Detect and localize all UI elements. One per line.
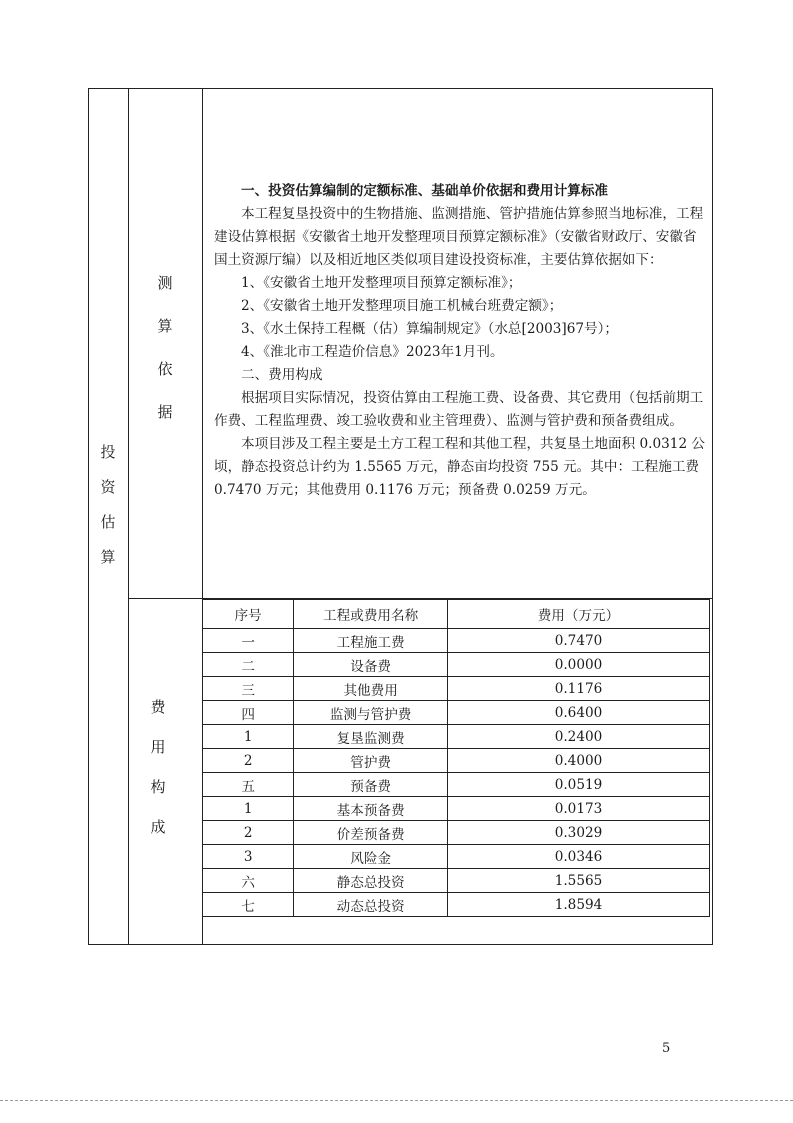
row-name: 价差预备费 [294,821,448,845]
row-cost: 0.0173 [447,797,709,821]
row-index: 三 [203,677,294,701]
row-cost: 0.0519 [447,773,709,797]
row-index: 3 [203,845,294,869]
table-row [203,677,710,701]
cost-label-char: 用 [150,738,166,756]
row-index: 七 [203,893,294,917]
row-index: 1 [203,797,294,821]
basis-label-char: 算 [157,317,173,335]
outer-label-char: 估 [100,513,116,531]
row-cost: 1.5565 [447,869,709,893]
row-index: 1 [203,725,294,749]
basis-list-item: 1、《安徽省土地开发整理项目预算定额标准》； [241,275,522,291]
table-header-row [203,600,710,629]
row-cost: 0.6400 [447,701,709,725]
row-index: 2 [203,821,294,845]
row-name: 动态总投资 [294,893,448,917]
row-name: 其他费用 [294,677,448,701]
table-row [203,653,710,677]
row-index: 一 [203,629,294,653]
row-cost: 0.4000 [447,749,709,773]
basis-text [214,180,708,502]
row-name: 工程施工费 [294,629,448,653]
table-row [203,701,710,725]
row-cost: 0.0346 [447,845,709,869]
row-name: 基本预备费 [294,797,448,821]
page-number: 5 [662,1041,671,1056]
cost-table [202,599,710,917]
cost-composition-paragraph: 根据项目实际情况，投资估算由工程施工费、设备费、其它费用（包括前期工作费、工程监理费、竣工验收费和业主管理费）、监测与管护费和预备费组成。 [214,390,704,429]
basis-list-item: 2、《安徽省土地开发整理项目施工机械台班费定额》； [241,298,563,314]
header-item-name: 工程或费用名称 [294,600,448,629]
cost-label-char: 费 [150,698,166,716]
row-name: 预备费 [294,773,448,797]
outer-label-char: 资 [100,478,116,496]
section-heading-cost-composition: 二、费用构成 [241,367,323,383]
row-index: 六 [203,869,294,893]
row-name: 设备费 [294,653,448,677]
table-row [203,797,710,821]
row-index: 2 [203,749,294,773]
basis-label [155,276,175,420]
cost-label [148,700,168,835]
section-heading-standards: 一、投资估算编制的定额标准、基础单价依据和费用计算标准 [241,183,609,199]
row-name: 监测与管护费 [294,701,448,725]
row-cost: 0.1176 [447,677,709,701]
outer-label-investment-estimate [98,445,118,565]
row-cost: 0.7470 [447,629,709,653]
column-divider-1 [128,88,129,945]
row-index: 四 [203,701,294,725]
row-cost: 0.0000 [447,653,709,677]
outer-label-char: 算 [100,548,116,566]
table-row [203,893,710,917]
row-index: 二 [203,653,294,677]
table-row [203,869,710,893]
basis-list-item: 4、《淮北市工程造价信息》2023年1月刊。 [241,344,504,360]
row-index: 五 [203,773,294,797]
outer-label-char: 投 [100,443,116,461]
cost-label-char: 构 [150,778,166,796]
table-row [203,629,710,653]
row-name: 风险金 [294,845,448,869]
basis-paragraph: 本工程复垦投资中的生物措施、监测措施、管护措施估算参照当地标准，工程建设估算根据《安徽省土地开发整理项目预算定额标准》（安徽省财政厅、安徽省国土资源厅编）以及相近地区类似项目建设投资标准，主要估算依据如下： [214,206,704,268]
frame-top-border [88,88,713,89]
scan-edge-line [0,1100,793,1101]
project-summary-paragraph: 本项目涉及工程主要是土方工程工程和其他工程，共复垦土地面积 0.0312 公顷，静态投资总计约为 1.5565 万元，静态亩均投资 755 元。其中：工程施工费 0.7470 万元；其他费用 0.1176 万元；预备费 0.0259 万元。 [214,436,706,498]
frame-left-border [88,88,89,945]
row-cost: 0.2400 [447,725,709,749]
table-row [203,821,710,845]
row-cost: 1.8594 [447,893,709,917]
row-cost: 0.3029 [447,821,709,845]
row-name: 复垦监测费 [294,725,448,749]
row-name: 静态总投资 [294,869,448,893]
basis-label-char: 据 [157,403,173,421]
frame-bottom-border [88,944,713,945]
header-index: 序号 [203,600,294,629]
table-row [203,773,710,797]
row-name: 管护费 [294,749,448,773]
header-cost: 费用（万元） [447,600,709,629]
table-row [203,749,710,773]
basis-label-char: 依 [157,360,173,378]
basis-label-char: 测 [157,274,173,292]
cost-label-char: 成 [150,818,166,836]
frame-right-border [712,88,713,945]
table-row [203,845,710,869]
table-row [203,725,710,749]
basis-list-item: 3、《水土保持工程概（估）算编制规定》（水总[2003]67号）； [241,321,618,337]
